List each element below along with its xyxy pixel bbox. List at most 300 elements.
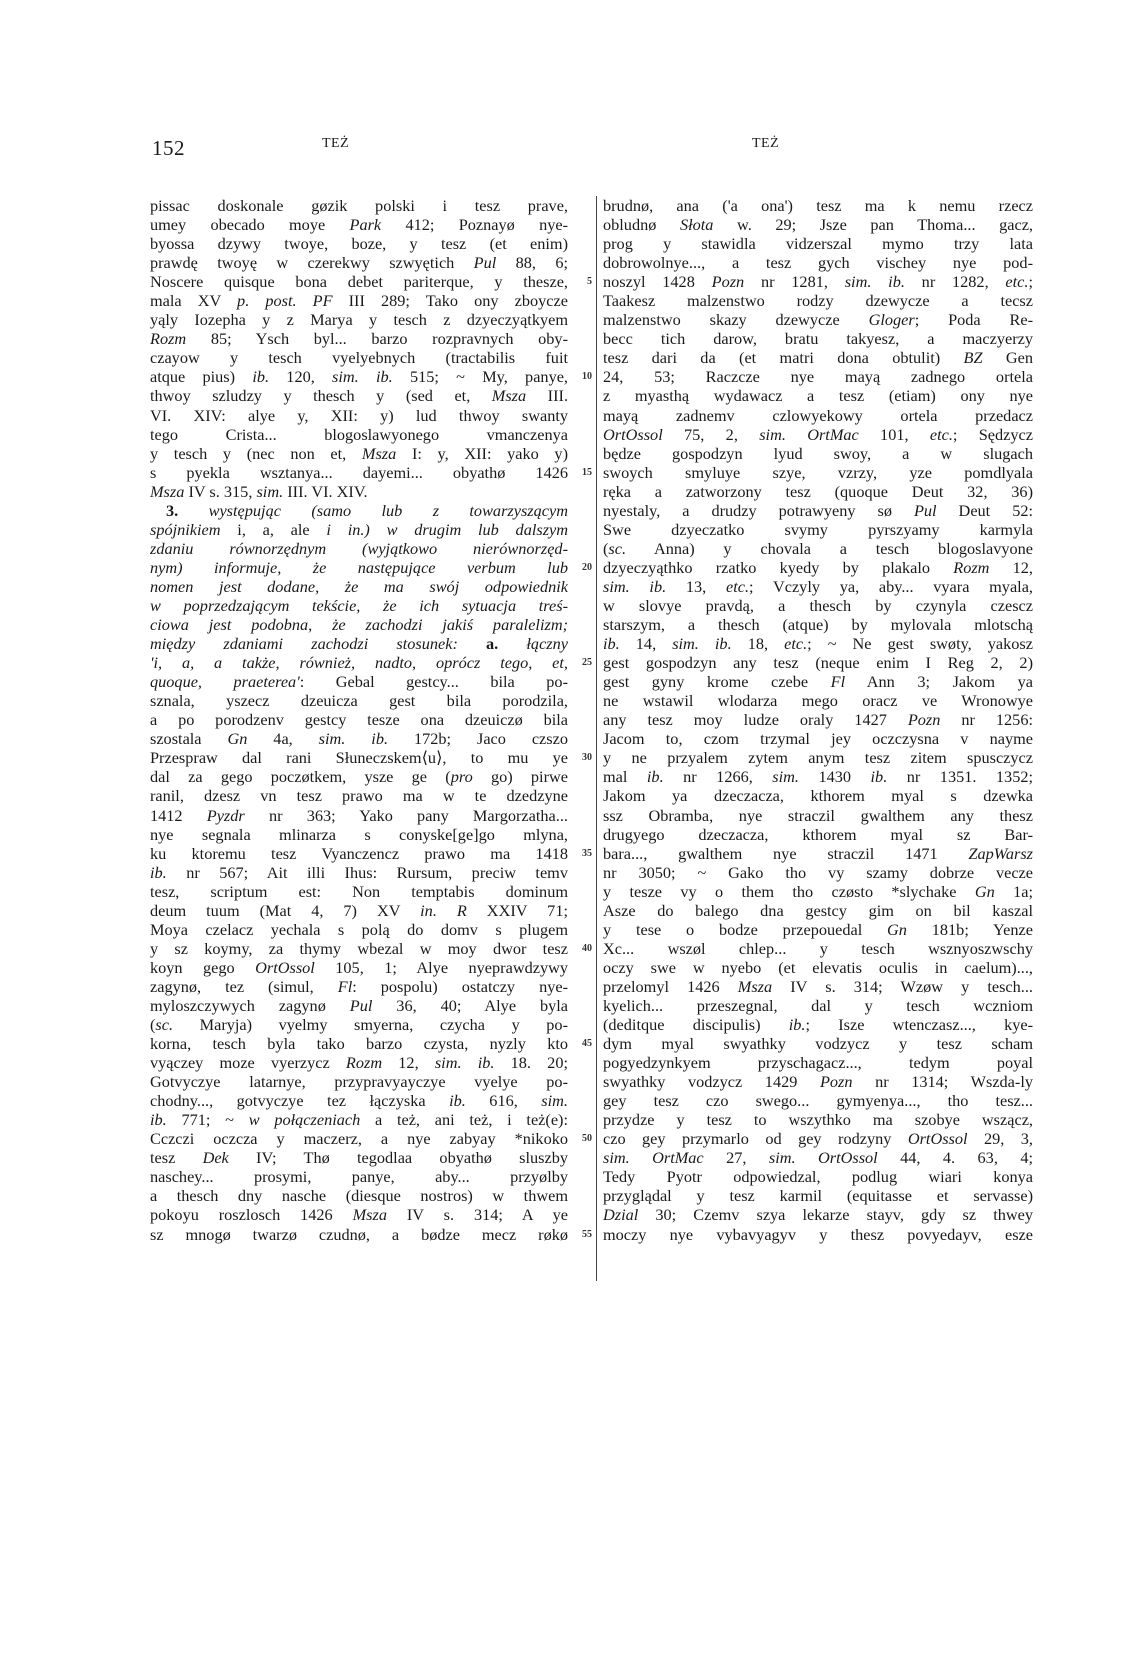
italic-segment: OrtOssol xyxy=(907,1129,968,1149)
text-segment: ; ~ Ne gest swøty, yakosz xyxy=(807,634,1033,654)
text-segment: sz mnogø twarzø czudnø, a bødze mecz røkø xyxy=(150,1224,568,1244)
text-line xyxy=(603,196,1033,215)
text-segment: 1430 xyxy=(799,767,871,787)
text-line xyxy=(603,691,1033,710)
italic-segment: sim. xyxy=(256,481,284,501)
italic-segment: p. post. PF xyxy=(237,291,333,311)
italic-segment: sim. OrtMac xyxy=(759,424,859,444)
text-segment: przyglądal y tesz karmil (equitasse et servasse) xyxy=(603,1186,1033,1206)
text-segment: Jacom to, czom trzymal jey oczczysna v nayme xyxy=(603,729,1033,749)
italic-segment: między zdaniami zachodzi stosunek: xyxy=(150,634,487,654)
text-segment: ; Poda Re- xyxy=(914,310,1033,330)
text-line xyxy=(150,501,568,520)
text-segment: ( xyxy=(150,1015,156,1035)
text-segment: 181b; Yenze xyxy=(906,919,1033,939)
text-segment: ; Isze wtenczasz..., kye- xyxy=(805,1015,1033,1035)
text-line xyxy=(150,272,568,291)
text-segment: tesz dari da (et matri dona obtulit) xyxy=(603,348,964,368)
text-segment: I: y, XII: yako y) xyxy=(396,443,568,463)
italic-segment: etc. xyxy=(725,576,750,596)
text-line xyxy=(150,234,568,253)
text-segment: Gen xyxy=(982,348,1033,368)
text-line xyxy=(150,1053,568,1072)
text-line xyxy=(150,996,568,1015)
italic-segment: sim. ib. xyxy=(318,729,389,749)
text-segment: Ann 3; Jakom ya xyxy=(845,672,1033,692)
text-segment: Anna) y chovala a tesch blogoslavyone xyxy=(626,538,1033,558)
italic-segment: Gn xyxy=(974,881,995,901)
text-line xyxy=(603,386,1033,405)
italic-segment: Pul xyxy=(473,253,497,273)
text-line xyxy=(603,844,1033,863)
italic-segment: ib. xyxy=(252,367,270,387)
text-line xyxy=(150,825,568,844)
italic-segment: Park xyxy=(349,215,382,235)
text-segment: III 289; Tako ony zboycze xyxy=(332,291,568,311)
text-segment: czo gey przymarlo od gey rodzyny xyxy=(603,1129,908,1149)
text-line xyxy=(150,1186,568,1205)
italic-segment: ib. xyxy=(449,1091,466,1111)
text-segment: ku ktoremu tesz Vyanczencz prawo ma 1418 xyxy=(150,843,568,863)
text-line xyxy=(603,1034,1033,1053)
text-line xyxy=(150,215,568,234)
text-segment: nr 1314; Wszda-ly xyxy=(852,1072,1033,1092)
italic-segment: Msza xyxy=(150,481,185,501)
italic-segment: łączny xyxy=(498,634,568,654)
text-segment: go) pirwe xyxy=(472,767,568,787)
italic-segment: ZapWarsz xyxy=(968,843,1033,863)
text-line xyxy=(603,882,1033,901)
text-segment: a też, ani też, i też(e): xyxy=(360,1110,568,1130)
italic-segment: Słota xyxy=(679,215,714,235)
text-line xyxy=(150,767,568,786)
text-segment: ne wstawil wlodarza mego oracz ve Wronowye xyxy=(603,691,1033,711)
text-line xyxy=(603,1091,1033,1110)
text-segment: naschey... prosymi, panye, aby... przyølby xyxy=(150,1167,568,1187)
italic-segment: 'i, a, a także, również, nadto, oprócz tego, et, xyxy=(150,653,568,673)
italic-segment: nym) informuje, że następujące verbum lub xyxy=(150,557,568,577)
text-segment: a po porodzenv gestcy tesze ona dzeuiczø bila xyxy=(150,710,568,730)
text-segment: swoych smyluye szye, vzrzy, yze pomdlyala xyxy=(603,462,1033,482)
text-segment: mayą zadnemv czlowyekowy ortela przedacz xyxy=(603,405,1033,425)
line-number: 55 xyxy=(582,1228,592,1240)
italic-segment: ib. xyxy=(150,862,167,882)
italic-segment: Rozm xyxy=(150,329,187,349)
text-line xyxy=(603,539,1033,558)
text-segment: byossa dzywy twoye, boze, y tesz (et enim) xyxy=(150,234,568,254)
italic-segment: i in.) w drugim lub dalszym xyxy=(326,519,568,539)
text-line xyxy=(603,310,1033,329)
text-segment: nr 1282, xyxy=(904,272,1006,292)
text-segment: nye segnala mlinarza s conyske[ge]go mlyna, xyxy=(150,824,568,844)
text-line xyxy=(603,215,1033,234)
column-divider xyxy=(586,196,597,1281)
italic-segment: ib. xyxy=(870,767,888,787)
italic-segment: Fl xyxy=(830,672,846,692)
text-line xyxy=(603,767,1033,786)
text-line xyxy=(150,520,568,539)
text-line xyxy=(603,577,1033,596)
text-segment: zagynø, tez (simul, xyxy=(150,976,338,996)
italic-segment: sim. ib. xyxy=(844,272,905,292)
italic-segment: Rozm xyxy=(953,557,990,577)
text-line xyxy=(150,615,568,634)
text-segment: 172b; Jaco czszo xyxy=(388,729,568,749)
text-line xyxy=(603,367,1033,386)
text-segment: 1412 xyxy=(150,805,207,825)
text-segment: gest gyny krome czebe xyxy=(603,672,831,692)
text-segment: Taakesz malzenstwo rodzy dzewycze a tecsz xyxy=(603,291,1033,311)
text-segment: ; Vczyly ya, aby... vyara myala, xyxy=(749,576,1033,596)
text-line xyxy=(150,348,568,367)
text-segment: nr 1351. 1352; xyxy=(887,767,1033,787)
text-line xyxy=(603,234,1033,253)
text-line xyxy=(150,1129,568,1148)
text-segment: 24, 53; Raczcze nye mayą zadnego ortela xyxy=(603,367,1033,387)
italic-segment: nomen jest dodane, że ma swój odpowiednik xyxy=(150,576,568,596)
text-segment: w. 29; Jsze pan Thoma... gacz, xyxy=(713,215,1033,235)
text-line xyxy=(150,310,568,329)
text-line xyxy=(150,691,568,710)
text-line xyxy=(150,786,568,805)
italic-segment: sim. ib. xyxy=(603,576,667,596)
text-line xyxy=(150,806,568,825)
italic-segment: Fl xyxy=(337,976,353,996)
italic-segment: Pul xyxy=(913,500,937,520)
text-segment: ; Sędzycz xyxy=(952,424,1033,444)
text-line xyxy=(603,901,1033,920)
text-segment: dobrowolnye..., a tesz gych vischey nye pod- xyxy=(603,253,1033,273)
text-line xyxy=(150,425,568,444)
text-line xyxy=(150,596,568,615)
italic-segment: BZ xyxy=(963,348,983,368)
text-line xyxy=(150,901,568,920)
text-segment: noszyl 1428 xyxy=(603,272,712,292)
text-segment: dzyeczyąthko rzatko kyedy by plakalo xyxy=(603,557,954,577)
text-segment: 14, xyxy=(619,634,673,654)
text-segment: : Gebal gestcy... bila po- xyxy=(299,672,568,692)
italic-segment: sim. OrtOssol xyxy=(768,1148,878,1168)
page-number: 152 xyxy=(152,136,185,160)
text-line xyxy=(150,672,568,691)
text-segment: y tesze vy o them tho czøsto *slychake xyxy=(603,881,975,901)
italic-segment: pro xyxy=(450,767,473,787)
bold-segment: a. xyxy=(486,634,499,654)
italic-segment: Pozn xyxy=(907,710,941,730)
text-segment: Moya czelacz yechala s polą do domv s plugem xyxy=(150,919,568,939)
text-line xyxy=(603,272,1033,291)
text-segment: 12, xyxy=(989,557,1033,577)
text-line xyxy=(150,367,568,386)
text-line xyxy=(603,729,1033,748)
text-line xyxy=(150,958,568,977)
text-line xyxy=(150,1167,568,1186)
text-line xyxy=(603,1015,1033,1034)
text-segment: 36, 40; Alye byla xyxy=(372,995,568,1015)
text-line xyxy=(150,1225,568,1244)
text-segment: przelomyl 1426 xyxy=(603,976,738,996)
italic-segment: Gn xyxy=(227,729,248,749)
italic-segment: ib. xyxy=(150,1110,167,1130)
line-number: 25 xyxy=(582,657,592,669)
text-line xyxy=(603,1148,1033,1167)
text-line xyxy=(603,1167,1033,1186)
text-line xyxy=(150,1148,568,1167)
text-segment: 18. 20; xyxy=(494,1053,568,1073)
text-line xyxy=(150,386,568,405)
text-segment: koyn gego xyxy=(150,957,256,977)
text-segment: dal za gego poczøtkem, ysze ge ( xyxy=(150,767,451,787)
text-line xyxy=(603,748,1033,767)
text-line xyxy=(603,253,1033,272)
text-segment: nr 3050; ~ Gako tho vy szamy dobrze vecze xyxy=(603,862,1033,882)
text-segment: umey obecado moye xyxy=(150,215,350,235)
text-segment: IV s. 315, xyxy=(184,481,257,501)
text-segment: obludnø xyxy=(603,215,680,235)
text-segment: III. VI. XIV. xyxy=(283,481,368,501)
text-segment: XXIV 71; xyxy=(466,900,568,920)
text-segment: pokoyu roszlosch 1426 xyxy=(150,1205,353,1225)
italic-segment: etc. xyxy=(929,424,953,444)
italic-segment: sim. xyxy=(772,767,799,787)
text-segment: thwoy szludzy y thesch y (sed et, xyxy=(150,386,492,406)
text-line xyxy=(603,1225,1033,1244)
text-line xyxy=(150,977,568,996)
text-segment: będze gospodzyn lyud swoy, a w slugach xyxy=(603,443,1033,463)
text-line xyxy=(603,463,1033,482)
text-segment: IV; Thø tegodlaa obyathø sluszby xyxy=(228,1148,568,1168)
italic-segment: Pozn xyxy=(711,272,745,292)
text-line xyxy=(150,329,568,348)
text-line xyxy=(150,710,568,729)
text-segment: nr 1256: xyxy=(940,710,1033,730)
text-segment: 771; ~ xyxy=(166,1110,249,1130)
text-segment: atque pius) xyxy=(150,367,253,387)
text-segment: Swe dzyeczatko svymy pyrszyamy karmyla xyxy=(603,519,1033,539)
text-segment: : pospolu) ostatczy nye- xyxy=(352,976,568,996)
text-line xyxy=(603,425,1033,444)
text-segment: 12, xyxy=(382,1053,435,1073)
text-segment: becc tich darow, bratu takyesz, a maczyerzy xyxy=(603,329,1033,349)
text-segment: i, a, ale xyxy=(237,519,327,539)
text-line xyxy=(603,348,1033,367)
right-column xyxy=(603,196,1033,1244)
text-segment: 120, xyxy=(269,367,333,387)
text-line xyxy=(603,291,1033,310)
text-segment: tesz, scriptum est: Non temptabis dominum xyxy=(150,881,568,901)
text-segment: ręka a zatworzony tesz (quoque Deut 32, 36) xyxy=(603,481,1033,501)
text-segment: IV s. 314; A ye xyxy=(386,1205,568,1225)
italic-segment: Dzial xyxy=(603,1205,639,1225)
text-segment: z myasthą wydawacz a tesz (etiam) ony nye xyxy=(603,386,1033,406)
text-line xyxy=(150,729,568,748)
text-segment: Przespraw dal rani Słuneczskem⟨u⟩, to mu ye xyxy=(150,748,568,768)
text-line xyxy=(603,958,1033,977)
text-segment: przydze y tesz to wszythko ma szobye wszącz, xyxy=(603,1110,1033,1130)
italic-segment: OrtOssol xyxy=(603,424,663,444)
text-line xyxy=(603,1053,1033,1072)
italic-segment: Pozn xyxy=(819,1072,853,1092)
text-line xyxy=(150,577,568,596)
text-segment: Noscere quisque bona debet pariterque, y thesze, xyxy=(150,272,568,292)
text-segment: III. xyxy=(526,386,568,406)
left-column xyxy=(150,196,568,1244)
italic-segment: Gloger xyxy=(868,310,915,330)
text-line xyxy=(150,1110,568,1129)
text-segment: Maryja) vyelmy smyerna, czycha y po- xyxy=(173,1015,568,1035)
text-line xyxy=(150,539,568,558)
text-segment: 101, xyxy=(858,424,930,444)
text-segment: prawdę twoyę w czerekwy szwyętich xyxy=(150,253,474,273)
text-line xyxy=(150,444,568,463)
text-segment: 4a, xyxy=(247,729,319,749)
text-segment: 44, 4. 63, 4; xyxy=(877,1148,1033,1168)
text-segment: y ne przyalem zytem anym tesz zitem spusczycz xyxy=(603,748,1033,768)
text-segment: 1a; xyxy=(994,881,1033,901)
text-segment: prog y stawidla vidzerszal mymo trzy lata xyxy=(603,234,1033,254)
text-segment: Deut 52: xyxy=(936,500,1033,520)
text-segment: malzenstwo skazy dzewycze xyxy=(603,310,869,330)
text-segment: nr 1266, xyxy=(663,767,773,787)
text-line xyxy=(150,463,568,482)
italic-segment: zdaniu równorzędnym (wyjątkowo nierównorzęd- xyxy=(150,538,568,558)
text-segment: w slovye pravdą, a thesch by czynyla czescz xyxy=(603,595,1033,615)
italic-segment: w połączeniach xyxy=(248,1110,361,1130)
italic-segment: ib. xyxy=(788,1015,806,1035)
text-segment: szostala xyxy=(150,729,228,749)
text-segment: y sz koymy, za thymy wbezal w moy dwor tesz xyxy=(150,938,568,958)
text-line xyxy=(603,329,1033,348)
italic-segment: ib. xyxy=(646,767,664,787)
text-segment: IV s. 314; Wzøw y tesch... xyxy=(772,976,1033,996)
text-segment: nr 1281, xyxy=(744,272,845,292)
line-number: 5 xyxy=(587,276,592,288)
italic-segment: Dek xyxy=(202,1148,229,1168)
text-line xyxy=(603,786,1033,805)
text-segment: Xc... wszøl chlep... y tesch wsznyoszwschy xyxy=(603,938,1033,958)
italic-segment: ciowa jest podobna, że zachodzi jakiś paralelizm; xyxy=(150,615,568,635)
text-segment: mala XV xyxy=(150,291,238,311)
text-segment: mal xyxy=(603,767,647,787)
text-segment: VI. XIV: alye y, XII: y) lud thwoy swanty xyxy=(150,405,568,425)
text-segment: swyathky vodzycz 1429 xyxy=(603,1072,820,1092)
text-segment: 29, 3, xyxy=(967,1129,1033,1149)
text-segment: Tedy Pyotr odpowiedzal, podlug wiari konya xyxy=(603,1167,1033,1187)
text-line xyxy=(150,882,568,901)
italic-segment: Rozm xyxy=(345,1053,383,1073)
italic-segment: quoque, praeterea' xyxy=(150,672,300,692)
italic-segment: sim. OrtMac xyxy=(603,1148,704,1168)
line-number: 40 xyxy=(582,942,592,954)
text-segment: y tese o bodze przepouedal xyxy=(603,919,888,939)
text-line xyxy=(603,634,1033,653)
text-segment: tego Crista... blogoslawyonego vmanczenya xyxy=(150,424,568,444)
running-head-left: TEŻ xyxy=(322,136,350,151)
text-line xyxy=(150,1072,568,1091)
text-line xyxy=(603,501,1033,520)
text-line xyxy=(603,482,1033,501)
text-segment: 105, 1; Alye nyeprawdzywy xyxy=(314,957,568,977)
text-segment: 27, xyxy=(703,1148,769,1168)
text-line xyxy=(150,1015,568,1034)
italic-segment: in. R xyxy=(420,900,467,920)
text-segment: brudnø, ana ('a ona') tesz ma k nemu rzecz xyxy=(603,196,1033,215)
text-line xyxy=(150,939,568,958)
italic-segment: w poprzedzającym tekście, że ich sytuacja treś- xyxy=(150,595,568,615)
italic-segment: sc. xyxy=(608,538,627,558)
text-segment: vyączey moze vyerzycz xyxy=(150,1053,346,1073)
text-line xyxy=(603,1110,1033,1129)
italic-segment: Msza xyxy=(491,386,527,406)
text-line xyxy=(150,406,568,425)
text-segment: y tesch y (nec non et, xyxy=(150,443,362,463)
text-segment: s pyekla wsztanya... dayemi... obyathø 1426 xyxy=(150,462,568,482)
text-line xyxy=(603,653,1033,672)
text-segment: dym myal swyathky vodzycz y tesz scham xyxy=(603,1034,1033,1054)
text-segment: bara..., gwalthem nye straczil 1471 xyxy=(603,843,969,863)
running-head-right: TEŻ xyxy=(752,136,780,151)
text-segment: sznala, yszecz dzeuicza gest bila porodzila, xyxy=(150,691,568,711)
text-segment: 412; Poznayø nye- xyxy=(381,215,568,235)
italic-segment: ib. xyxy=(603,634,620,654)
italic-segment: Msza xyxy=(361,443,397,463)
text-segment: deum tuum (Mat 4, 7) XV xyxy=(150,900,421,920)
text-line xyxy=(603,863,1033,882)
text-line xyxy=(150,1034,568,1053)
text-segment: kyelich... przeszegnal, dal y tesch wczniom xyxy=(603,995,1033,1015)
line-number: 30 xyxy=(582,752,592,764)
text-line xyxy=(603,1205,1033,1224)
text-segment: gey tesz czo swego... gymyenya..., tho tesz... xyxy=(603,1091,1033,1111)
text-line xyxy=(150,196,568,215)
text-line xyxy=(603,939,1033,958)
text-segment: ranil, dzesz vn tesz prawo ma w te dzedzyne xyxy=(150,786,568,806)
italic-segment: Pul xyxy=(349,995,373,1015)
text-line xyxy=(150,653,568,672)
text-line xyxy=(603,520,1033,539)
text-line xyxy=(603,672,1033,691)
line-number: 45 xyxy=(582,1038,592,1050)
italic-segment: występując (samo lub z towarzyszącym xyxy=(178,500,568,520)
text-segment: ssz Obramba, nye straczil gwalthem any thesz xyxy=(603,805,1033,825)
text-segment: (deditque discipulis) xyxy=(603,1015,789,1035)
text-segment: gest gospodzyn any tesz (neque enim I Reg 2, 2) xyxy=(603,653,1033,673)
text-segment: 88, 6; xyxy=(496,253,568,273)
text-line xyxy=(150,482,568,501)
text-segment: Gotvyczye latarnye, przypravyayczye vyelye po- xyxy=(150,1072,568,1092)
italic-segment: sc. xyxy=(155,1015,174,1035)
line-number: 10 xyxy=(582,371,592,383)
text-line xyxy=(150,291,568,310)
text-line xyxy=(603,1129,1033,1148)
italic-segment: Msza xyxy=(352,1205,387,1225)
text-segment: a thesch dny nasche (diesque nostros) w thwem xyxy=(150,1186,568,1206)
text-segment: pissac doskonale gøzik polski i tesz prave, xyxy=(150,196,568,215)
italic-segment: OrtOssol xyxy=(255,957,315,977)
line-number: 20 xyxy=(582,561,592,573)
text-line xyxy=(603,996,1033,1015)
text-segment: Cczczi oczcza y maczerz, a nye zabyay *nikoko xyxy=(150,1129,568,1149)
text-line xyxy=(150,253,568,272)
text-segment: oczy swe w nyebo (et elevatis oculis in caelum)..., xyxy=(603,957,1033,977)
text-segment: Asze do balego dna gestcy gim on bil kaszal xyxy=(603,900,1033,920)
text-line xyxy=(603,558,1033,577)
italic-segment: sim. xyxy=(541,1091,568,1111)
text-line xyxy=(603,977,1033,996)
text-line xyxy=(150,863,568,882)
italic-segment: etc. xyxy=(1005,272,1029,292)
text-line xyxy=(150,558,568,577)
